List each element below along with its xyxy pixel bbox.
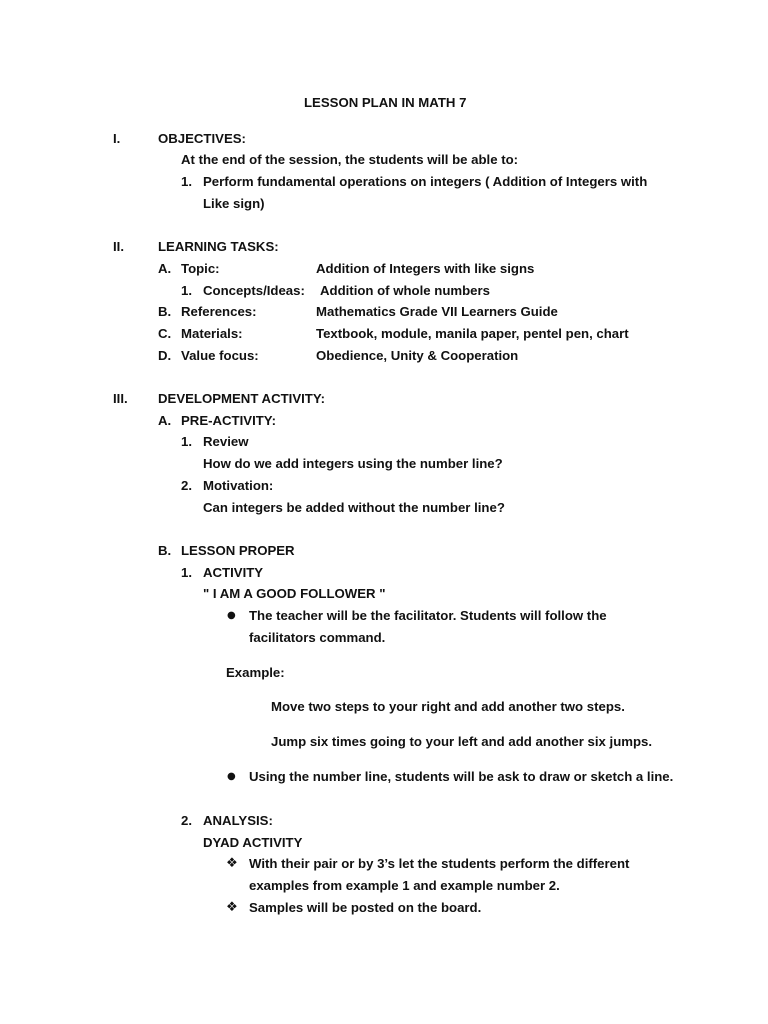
- dyad-activity-label: DYAD ACTIVITY: [203, 835, 303, 850]
- task-references-marker: B.: [158, 304, 172, 319]
- analysis-number: 2.: [181, 813, 192, 828]
- task-references-value: Mathematics Grade VII Learners Guide: [316, 304, 558, 319]
- bullet-2-text: Using the number line, students will be ask to draw or sketch a line.: [249, 769, 674, 784]
- diamond-bullet-icon: ❖: [226, 900, 238, 915]
- example-2-text: Jump six times going to your left and add another six jumps.: [271, 734, 653, 749]
- section-3-heading: DEVELOPMENT ACTIVITY:: [158, 391, 326, 406]
- task-concepts-marker: 1.: [181, 283, 192, 298]
- bullet-icon: ●: [227, 610, 236, 621]
- objective-1-line-2: Like sign): [203, 196, 265, 211]
- bullet-1-line-1: The teacher will be the facilitator. Students will follow the: [249, 608, 607, 623]
- task-value-focus-value: Obedience, Unity & Cooperation: [316, 348, 519, 363]
- task-topic-marker: A.: [158, 261, 172, 276]
- section-2-numeral: II.: [113, 239, 124, 254]
- section-1-heading: OBJECTIVES:: [158, 131, 246, 146]
- dyad-item-2-text: Samples will be posted on the board.: [249, 900, 482, 915]
- example-label: Example:: [226, 665, 285, 680]
- activity-title: " I AM A GOOD FOLLOWER ": [203, 586, 386, 601]
- review-question: How do we add integers using the number line?: [203, 456, 503, 471]
- bullet-icon: ●: [227, 771, 236, 782]
- task-value-focus-label: Value focus:: [181, 348, 259, 363]
- task-materials-marker: C.: [158, 326, 172, 341]
- section-1-numeral: I.: [113, 131, 121, 146]
- dyad-item-1-line-1: With their pair or by 3’s let the students perform the different: [249, 856, 630, 871]
- motivation-question: Can integers be added without the number line?: [203, 500, 505, 515]
- section-3-numeral: III.: [113, 391, 128, 406]
- motivation-label: Motivation:: [203, 478, 274, 493]
- section-2-heading: LEARNING TASKS:: [158, 239, 279, 254]
- task-concepts-value: Addition of whole numbers: [320, 283, 490, 298]
- activity-number: 1.: [181, 565, 192, 580]
- activity-label: ACTIVITY: [203, 565, 264, 580]
- task-topic-label: Topic:: [181, 261, 220, 276]
- dyad-item-1-line-2: examples from example 1 and example number 2.: [249, 878, 560, 893]
- task-topic-value: Addition of Integers with like signs: [316, 261, 535, 276]
- objective-1-number: 1.: [181, 174, 192, 189]
- task-concepts-label: Concepts/Ideas:: [203, 283, 305, 298]
- motivation-number: 2.: [181, 478, 192, 493]
- objective-1-line-1: Perform fundamental operations on integers ( Addition of Integers with: [203, 174, 648, 189]
- analysis-label: ANALYSIS:: [203, 813, 273, 828]
- example-1-text: Move two steps to your right and add another two steps.: [271, 699, 625, 714]
- task-materials-label: Materials:: [181, 326, 243, 341]
- bullet-1-line-2: facilitators command.: [249, 630, 386, 645]
- task-value-focus-marker: D.: [158, 348, 172, 363]
- review-label: Review: [203, 434, 249, 449]
- document-title: LESSON PLAN IN MATH 7: [304, 95, 467, 110]
- pre-activity-heading: PRE-ACTIVITY:: [181, 413, 276, 428]
- review-number: 1.: [181, 434, 192, 449]
- objectives-intro: At the end of the session, the students will be able to:: [181, 152, 519, 167]
- task-references-label: References:: [181, 304, 257, 319]
- diamond-bullet-icon: ❖: [226, 856, 238, 871]
- lesson-proper-marker: B.: [158, 543, 172, 558]
- pre-activity-marker: A.: [158, 413, 172, 428]
- lesson-proper-heading: LESSON PROPER: [181, 543, 295, 558]
- task-materials-value: Textbook, module, manila paper, pentel pen, chart: [316, 326, 629, 341]
